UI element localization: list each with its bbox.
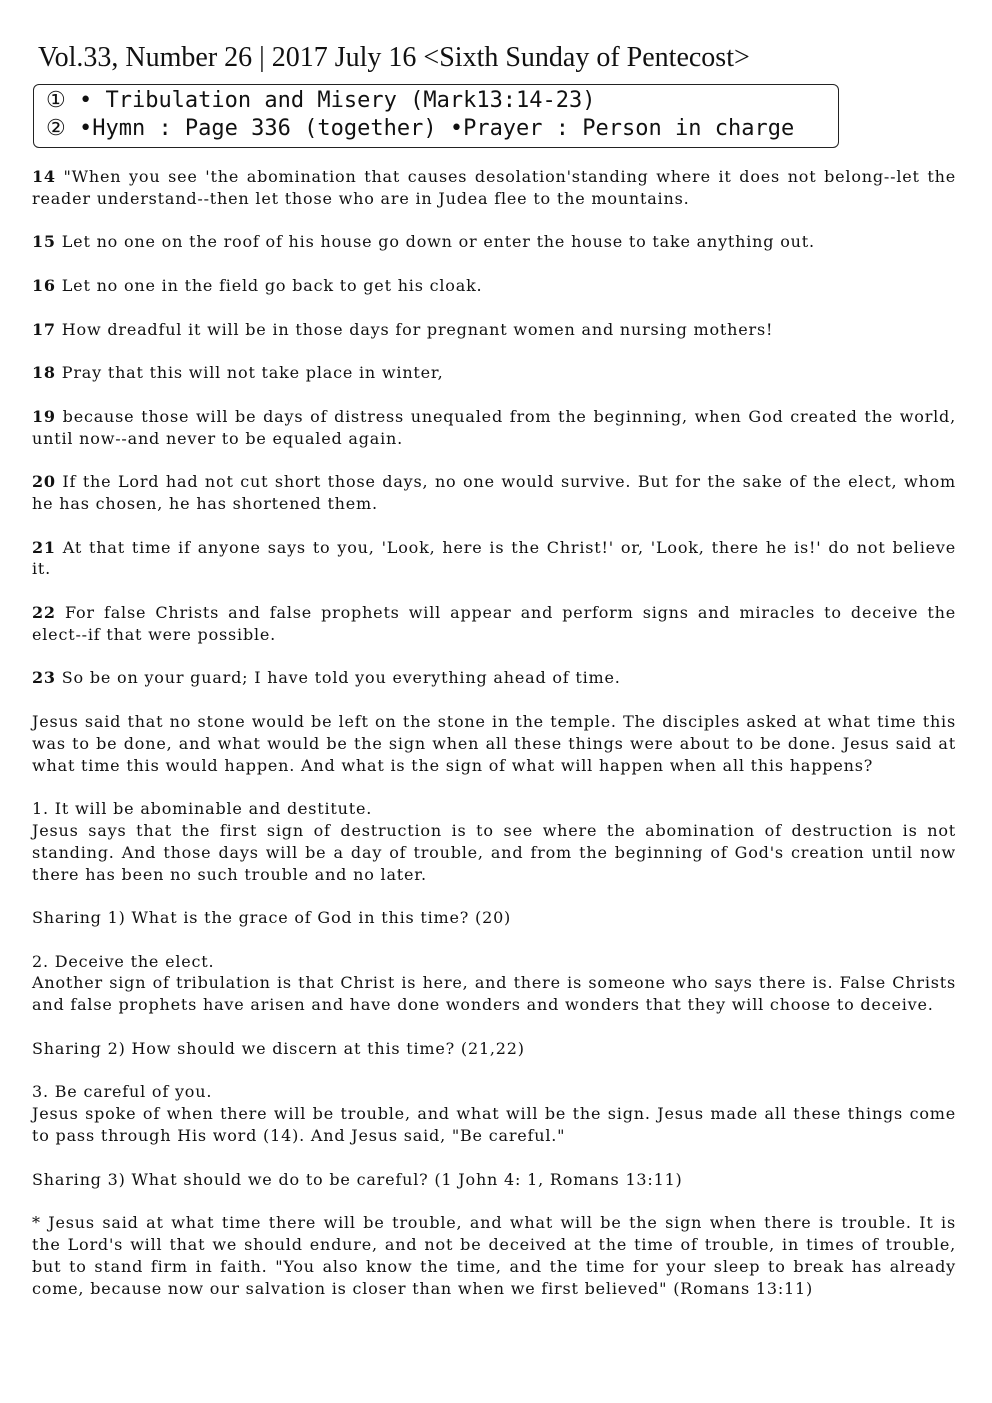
verse-18 [32,362,956,384]
verse-number: 20 [32,472,56,492]
sharing-2: Sharing 2) How should we discern at this time? (21,22) [32,1038,525,1058]
verse-text: For false Christs and false prophets will appear and perform signs and miracles to deceive the elect--if that were possible. [32,602,956,644]
point-1-text: Jesus says that the first sign of destruction is to see where the abomination of destruction is not standing. And those days will be a day of trouble, and from the beginning of God's creation until now there has been no such trouble and no later. [32,820,956,884]
point-3-heading: 3. Be careful of you. [32,1082,213,1102]
verse-number: 18 [32,363,56,383]
service-info-box [33,84,839,148]
point-1-heading: 1. It will be abominable and destitute. [32,799,373,819]
point-2-heading: 2. Deceive the elect. [32,951,215,971]
hymn-prayer-line: ② •Hymn : Page 336 (together) •Prayer : Person in charge [46,116,795,141]
bulletin-title: Vol.33, Number 26 | 2017 July 16 <Sixth Sunday of Pentecost> [38,42,750,73]
sharing-1: Sharing 1) What is the grace of God in this time? (20) [32,908,512,928]
verse-21 [32,537,956,581]
point-3 [32,1081,956,1146]
verse-number: 15 [32,232,56,252]
conclusion-paragraph: * Jesus said at what time there will be trouble, and what will be the sign when there is trouble. It is the Lord's will that we should endure, and not be deceived at the time of trouble, in times of trouble, but to stand firm in faith. "You also know the time, and the time for your sleep to break has already come, because now our salvation is closer than when we first believed" (Romans 13:11) [32,1213,956,1298]
verse-number: 22 [32,602,56,622]
verse-number: 19 [32,406,56,426]
verse-text: How dreadful it will be in those days for pregnant women and nursing mothers! [55,319,774,339]
verse-16 [32,275,956,297]
verse-number: 16 [32,275,56,295]
bulletin-content [32,166,956,1321]
verse-number: 14 [32,167,56,186]
verse-text: because those will be days of distress unequaled from the beginning, when God created the world, until now--and never to be equaled again. [32,406,956,448]
verse-text: "When you see 'the abomination that causes desolation'standing where it does not belong--let the reader understand--then let those who are in Judea flee to the mountains. [32,167,956,208]
sharing-3: Sharing 3) What should we do to be careful? (1 John 4: 1, Romans 13:11) [32,1169,683,1189]
verse-14 [32,166,956,210]
verse-17 [32,319,956,341]
verse-number: 21 [32,537,56,557]
verse-text: Let no one on the roof of his house go down or enter the house to take anything out. [55,232,815,252]
intro-paragraph: Jesus said that no stone would be left on the stone in the temple. The disciples asked at what time this was to be done, and what would be the sign when all these things were about to be done. Jesus said at what time this would happen. And what is the sign of what will happen when all this happens? [32,711,956,775]
verse-text: If the Lord had not cut short those days, no one would survive. But for the sake of the elect, whom he has chosen, he has shortened them. [32,472,956,513]
verse-text: So be on your guard; I have told you everything ahead of time. [55,668,621,688]
verse-number: 17 [32,319,56,339]
point-2 [32,951,956,1016]
point-1 [32,798,956,885]
verse-22 [32,602,956,646]
verse-number: 23 [32,668,56,688]
verse-23 [32,667,956,689]
verse-15 [32,231,956,253]
verse-20 [32,471,956,515]
point-3-text: Jesus spoke of when there will be trouble, and what will be the sign. Jesus made all these things come to pass through His word (14). And Jesus said, "Be careful." [32,1104,956,1146]
point-2-text: Another sign of tribulation is that Christ is here, and there is someone who says there is. False Christs and false prophets have arisen and have done wonders and wonders that they will choose to deceive. [32,973,956,1015]
verse-19 [32,406,956,450]
sermon-topic-line: ① • Tribulation and Misery (Mark13:14-23) [46,88,596,113]
verse-text: At that time if anyone says to you, 'Look, here is the Christ!' or, 'Look, there he is!' do not believe it. [32,537,956,579]
verse-text: Let no one in the field go back to get his cloak. [55,275,483,295]
verse-text: Pray that this will not take place in winter, [55,363,444,383]
